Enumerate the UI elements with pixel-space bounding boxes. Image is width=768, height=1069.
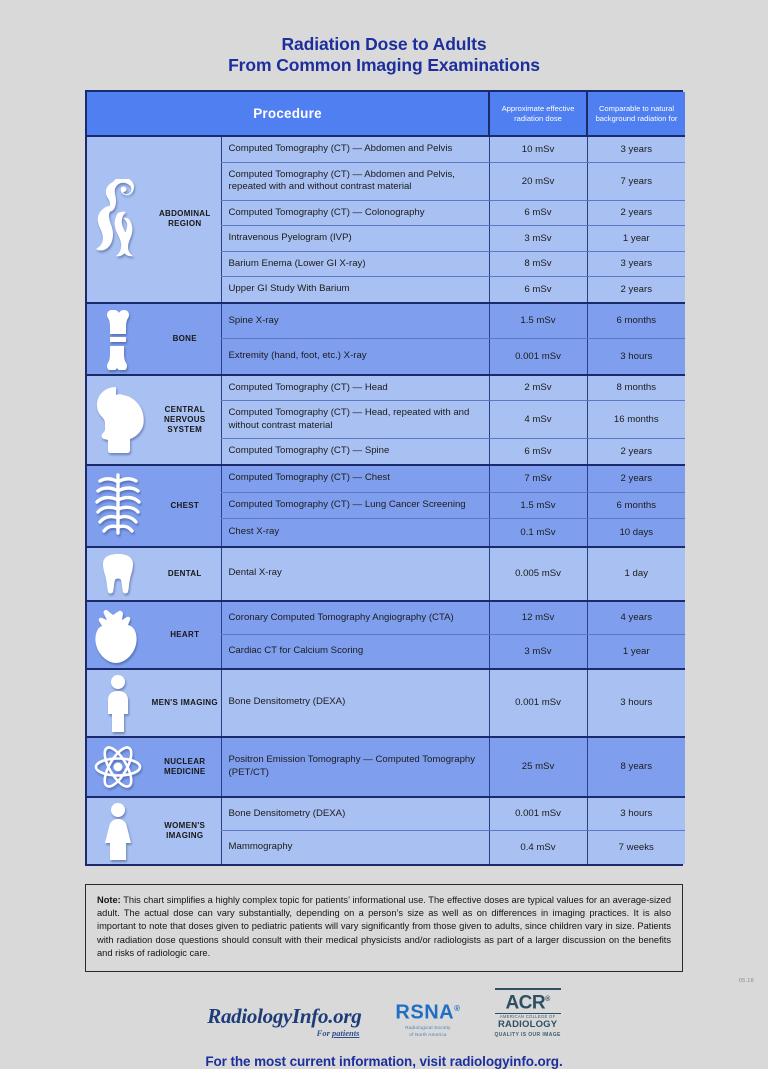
background-equivalent-value: 4 years <box>587 601 685 635</box>
procedure-name: Coronary Computed Tomography Angiography (CTA) <box>221 601 489 635</box>
table-section <box>87 465 685 547</box>
procedure-name: Barium Enema (Lower GI X-ray) <box>221 251 489 277</box>
table-section <box>87 601 685 669</box>
effective-dose-value: 2 mSv <box>489 375 587 401</box>
heart-icon <box>87 601 149 669</box>
background-equivalent-value: 3 hours <box>587 339 685 375</box>
column-header-comparable: Comparable to natural background radiation for <box>587 92 685 136</box>
procedure-name: Mammography <box>221 831 489 864</box>
radiation-dose-table-container <box>85 90 683 866</box>
head-brain-icon <box>87 375 149 465</box>
table-section <box>87 375 685 465</box>
acr-wordmark: ACR® <box>495 988 561 1013</box>
table-row <box>87 465 685 493</box>
category-label: CENTRAL NERVOUS SYSTEM <box>149 375 221 465</box>
effective-dose-value: 0.001 mSv <box>489 669 587 737</box>
effective-dose-value: 8 mSv <box>489 251 587 277</box>
table-row <box>87 303 685 339</box>
background-equivalent-value: 6 months <box>587 492 685 519</box>
male-figure-icon <box>87 669 149 737</box>
abdominal-organs-icon <box>87 136 149 303</box>
procedure-name: Chest X-ray <box>221 519 489 547</box>
background-equivalent-value: 2 years <box>587 277 685 303</box>
background-equivalent-value: 10 days <box>587 519 685 547</box>
acr-subtitle-line-2: RADIOLOGY <box>497 1018 558 1030</box>
effective-dose-value: 12 mSv <box>489 601 587 635</box>
procedure-name: Spine X-ray <box>221 303 489 339</box>
effective-dose-value: 1.5 mSv <box>489 303 587 339</box>
category-label: NUCLEAR MEDICINE <box>149 737 221 797</box>
effective-dose-value: 4 mSv <box>489 401 587 439</box>
footer <box>0 992 768 1069</box>
category-label: MEN'S IMAGING <box>149 669 221 737</box>
background-equivalent-value: 8 months <box>587 375 685 401</box>
bone-joint-icon <box>87 303 149 375</box>
tooth-icon <box>87 547 149 601</box>
procedure-name: Computed Tomography (CT) — Chest <box>221 465 489 493</box>
effective-dose-value: 20 mSv <box>489 162 587 200</box>
background-equivalent-value: 16 months <box>587 401 685 439</box>
category-label: CHEST <box>149 465 221 547</box>
table-section <box>87 547 685 601</box>
table-row <box>87 797 685 831</box>
effective-dose-value: 0.1 mSv <box>489 519 587 547</box>
background-equivalent-value: 1 year <box>587 226 685 252</box>
revision-code: 05.18 <box>738 978 754 984</box>
radiologyinfo-logo[interactable] <box>207 1005 361 1038</box>
background-equivalent-value: 7 years <box>587 162 685 200</box>
procedure-name: Computed Tomography (CT) — Spine <box>221 439 489 465</box>
effective-dose-value: 0.4 mSv <box>489 831 587 864</box>
effective-dose-value: 0.005 mSv <box>489 547 587 601</box>
note-text <box>97 894 671 961</box>
procedure-name: Computed Tomography (CT) — Abdomen and Pelvis <box>221 136 489 162</box>
effective-dose-value: 0.001 mSv <box>489 339 587 375</box>
background-equivalent-value: 7 weeks <box>587 831 685 864</box>
procedure-name: Computed Tomography (CT) — Lung Cancer Screening <box>221 492 489 519</box>
procedure-name: Upper GI Study With Barium <box>221 277 489 303</box>
note-box <box>85 884 683 972</box>
note-label: Note: <box>97 894 121 905</box>
table-row <box>87 737 685 797</box>
table-row <box>87 547 685 601</box>
background-equivalent-value: 3 years <box>587 251 685 277</box>
ribcage-icon <box>87 465 149 547</box>
background-equivalent-value: 3 years <box>587 136 685 162</box>
procedure-name: Computed Tomography (CT) — Head <box>221 375 489 401</box>
category-label: WOMEN'S IMAGING <box>149 797 221 864</box>
effective-dose-value: 6 mSv <box>489 439 587 465</box>
table-row <box>87 375 685 401</box>
background-equivalent-value: 1 day <box>587 547 685 601</box>
category-label: ABDOMINAL REGION <box>149 136 221 303</box>
table-section <box>87 737 685 797</box>
effective-dose-value: 10 mSv <box>489 136 587 162</box>
procedure-name: Bone Densitometry (DEXA) <box>221 797 489 831</box>
procedure-name: Cardiac CT for Calcium Scoring <box>221 635 489 669</box>
table-section <box>87 136 685 303</box>
effective-dose-value: 6 mSv <box>489 277 587 303</box>
radiologyinfo-tagline: For patients <box>316 1027 360 1038</box>
rsna-wordmark: RSNA® <box>395 1001 461 1024</box>
procedure-name: Intravenous Pyelogram (IVP) <box>221 226 489 252</box>
background-equivalent-value: 2 years <box>587 200 685 226</box>
effective-dose-value: 3 mSv <box>489 635 587 669</box>
procedure-name: Computed Tomography (CT) — Abdomen and Pelvis, repeated with and without contrast material <box>221 162 489 200</box>
table-section <box>87 797 685 864</box>
background-equivalent-value: 8 years <box>587 737 685 797</box>
procedure-name: Dental X-ray <box>221 547 489 601</box>
background-equivalent-value: 2 years <box>587 439 685 465</box>
rsna-subtitle-line-1: Radiological Society <box>405 1024 451 1030</box>
procedure-name: Extremity (hand, foot, etc.) X-ray <box>221 339 489 375</box>
column-header-procedure: Procedure <box>87 92 489 136</box>
category-label: HEART <box>149 601 221 669</box>
female-figure-icon <box>87 797 149 864</box>
table-row <box>87 601 685 635</box>
radiation-dose-table <box>87 92 685 864</box>
background-equivalent-value: 3 hours <box>587 797 685 831</box>
title-line-1: Radiation Dose to Adults <box>281 34 487 54</box>
rsna-logo[interactable] <box>395 998 460 1038</box>
title-line-2: From Common Imaging Examinations <box>228 55 540 75</box>
acr-tagline: QUALITY IS OUR IMAGE <box>494 1031 561 1038</box>
effective-dose-value: 3 mSv <box>489 226 587 252</box>
cta-text: For the most current information, visit radiologyinfo.org. <box>205 1053 563 1069</box>
table-header <box>87 92 685 136</box>
table-section <box>87 303 685 375</box>
procedure-name: Computed Tomography (CT) — Colonography <box>221 200 489 226</box>
rsna-subtitle-line-2: of North America <box>409 1031 447 1037</box>
background-equivalent-value: 3 hours <box>587 669 685 737</box>
effective-dose-value: 25 mSv <box>489 737 587 797</box>
table-row <box>87 669 685 737</box>
atom-icon <box>87 737 149 797</box>
column-header-dose: Approximate effective radiation dose <box>489 92 587 136</box>
effective-dose-value: 6 mSv <box>489 200 587 226</box>
effective-dose-value: 7 mSv <box>489 465 587 493</box>
background-equivalent-value: 1 year <box>587 635 685 669</box>
table-row <box>87 136 685 162</box>
acr-subtitle-line-1: AMERICAN COLLEGE OF <box>499 1013 556 1019</box>
note-body: This chart simplifies a highly complex topic for patients’ informational use. The effective doses are typical values for an average-sized adult. The actual dose can vary substantially, depending on a person’s size as well as on differences in imaging practices. It is also important to note that doses given to pediatric patients will vary significantly from those given to adults, since children vary in size. Patients with radiation dose questions should consult with their medical physicists and/or radiologists as part of a larger discussion on the benefits and risks of radiologic care. <box>97 894 671 959</box>
background-equivalent-value: 2 years <box>587 465 685 493</box>
table-section <box>87 669 685 737</box>
effective-dose-value: 0.001 mSv <box>489 797 587 831</box>
acr-logo[interactable] <box>495 988 561 1037</box>
procedure-name: Bone Densitometry (DEXA) <box>221 669 489 737</box>
background-equivalent-value: 6 months <box>587 303 685 339</box>
page-title <box>0 0 768 76</box>
procedure-name: Computed Tomography (CT) — Head, repeated with and without contrast material <box>221 401 489 439</box>
category-label: DENTAL <box>149 547 221 601</box>
category-label: BONE <box>149 303 221 375</box>
logo-row <box>0 992 768 1038</box>
radiologyinfo-wordmark: RadiologyInfo.org <box>207 1003 362 1028</box>
effective-dose-value: 1.5 mSv <box>489 492 587 519</box>
procedure-name: Positron Emission Tomography — Computed Tomography (PET/CT) <box>221 737 489 797</box>
